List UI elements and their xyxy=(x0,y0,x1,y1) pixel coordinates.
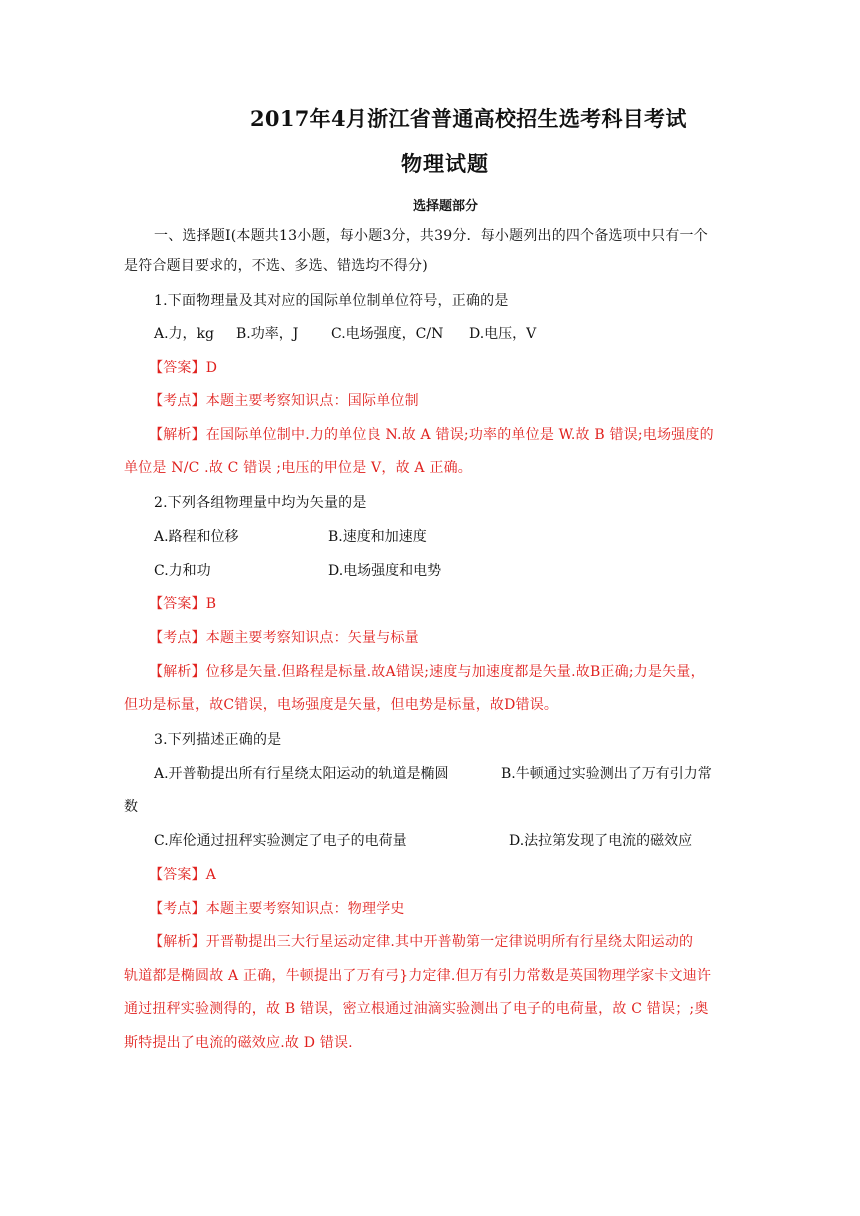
q1-topic: 【考点】本题主要考察知识点：国际单位制 xyxy=(149,393,419,409)
q3-option-c: C.库伦通过扭秤实验测定了电子的电荷量 xyxy=(154,833,407,849)
q3-analysis-line-3: 通过扭秤实验测得的，故 B 错误，密立根通过油滴实验测出了电子的电荷量，故 C 错误；;奥 xyxy=(124,1001,709,1017)
q3-topic: 【考点】本题主要考察知识点：物理学史 xyxy=(149,901,405,917)
q2-analysis-line-2: 但功是标量，故C错误，电场强度是矢量，但电势是标量，故D错误。 xyxy=(124,697,559,713)
q3-analysis-line-1: 【解析】开晋勒提出三大行星运动定律.其中开普勒第一定律说明所有行星绕太阳运动的 xyxy=(149,934,694,950)
q1-analysis-line-2: 单位是 N/C .故 C 错误 ;电压的甲位是 V，故 A 正确。 xyxy=(124,460,472,476)
q3-analysis-line-2: 轨道都是椭圆故 A 正确，牛顿提出了万有弓}力定律.但万有引力常数是英国物理学家卡文迪许 xyxy=(124,968,712,984)
q1-analysis-line-1: 【解析】在国际单位制中.力的单位良 N.故 A 错误;功率的单位是 W.故 B 错误;电场强度的 xyxy=(149,427,714,443)
q2-option-a: A.路程和位移 xyxy=(154,529,239,545)
q3-stem: 3.下列描述正确的是 xyxy=(154,732,282,748)
q2-option-d: D.电场强度和电势 xyxy=(328,563,442,579)
q3-option-a: A.开普勒提出所有行星绕太阳运动的轨道是椭圆 xyxy=(154,766,449,782)
exam-subtitle: 物理试题 xyxy=(401,151,489,176)
q3-analysis-line-4: 斯特提出了电流的磁效应.故 D 错误. xyxy=(124,1035,353,1051)
q1-option-c: C.电场强度，C/N xyxy=(331,326,444,342)
exam-title: 2017年4月浙江省普通高校招生选考科目考试 xyxy=(250,106,687,131)
q3-option-b-wrap: 数 xyxy=(124,799,138,815)
q2-option-b: B.速度和加速度 xyxy=(328,529,427,545)
q1-answer: 【答案】D xyxy=(149,360,218,376)
q2-answer: 【答案】B xyxy=(149,596,217,612)
q1-option-d: D.电压，V xyxy=(469,326,537,342)
q2-topic: 【考点】本题主要考察知识点：矢量与标量 xyxy=(149,630,419,646)
q1-stem: 1.下面物理量及其对应的国际单位制单位符号，正确的是 xyxy=(154,293,509,309)
q1-option-b: B.功率，J xyxy=(236,326,299,342)
q3-answer: 【答案】A xyxy=(149,867,217,883)
intro-line-1: 一、选择题Ⅰ(本题共13小题，每小题3分，共39分．每小题列出的四个备选项中只有一个 xyxy=(154,228,708,244)
intro-line-2: 是符合题目要求的，不选、多选、错选均不得分) xyxy=(124,258,428,274)
q2-analysis-line-1: 【解析】位移是矢量.但路程是标量.故A错误;速度与加速度都是矢量.故B正确;力是矢量， xyxy=(149,664,705,680)
q3-option-d: D.法拉第发现了电流的磁效应 xyxy=(509,833,693,849)
q3-option-b: B.牛顿通过实验测出了万有引力常 xyxy=(501,766,712,782)
q2-option-c: C.力和功 xyxy=(154,563,211,579)
section-heading: 选择题部分 xyxy=(413,199,479,214)
q2-stem: 2.下列各组物理量中均为矢量的是 xyxy=(154,495,367,511)
q1-option-a: A.力，kg xyxy=(154,326,215,342)
